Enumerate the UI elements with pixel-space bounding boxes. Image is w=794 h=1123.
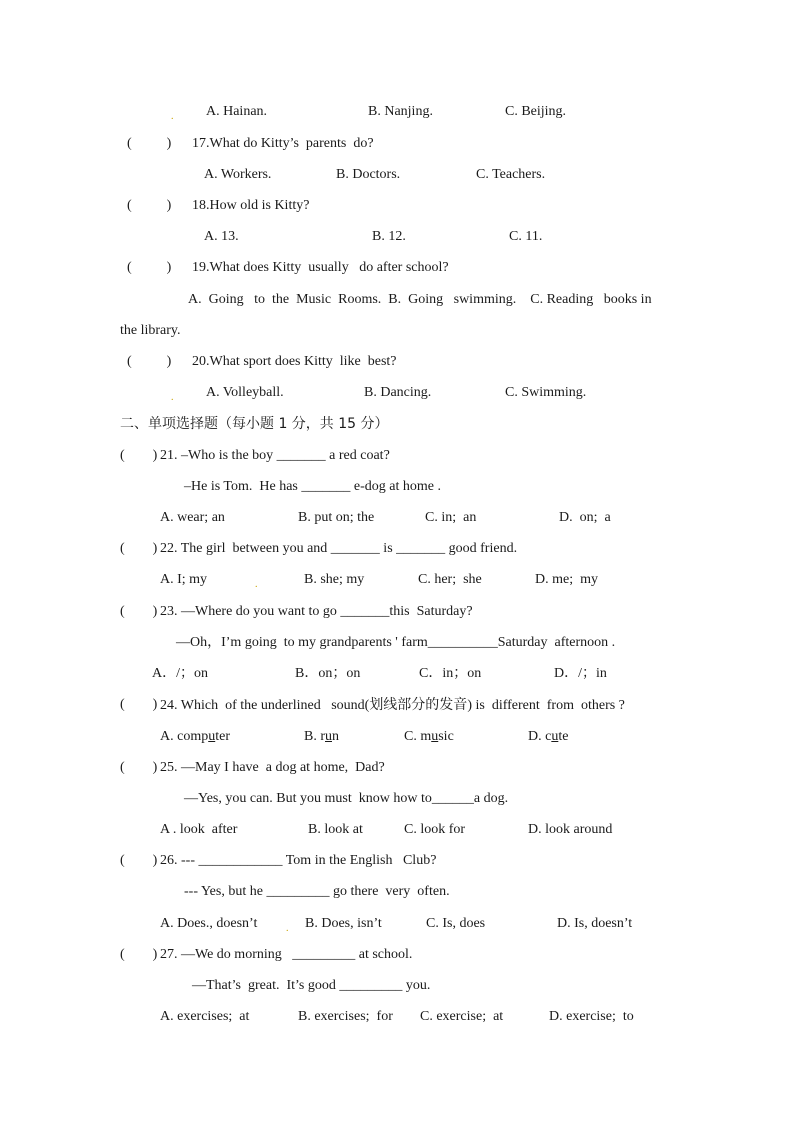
q18-question: 18.How old is Kitty? <box>192 198 310 213</box>
q26-option-b: B. Does, isn’t <box>305 916 382 931</box>
q25-question-line2: —Yes, you can. But you must know how to______a dog. <box>184 791 509 806</box>
q24-option-d-text: D. c <box>528 729 552 744</box>
q27-option-a: A. exercises; at <box>160 1009 250 1024</box>
q23-option-b: B．on；on <box>295 666 361 681</box>
q27-option-b: B. exercises; for <box>298 1009 393 1024</box>
q19-options: A. Going to the Music Rooms. B. Going swimming. C. Reading books in <box>188 292 652 307</box>
q17-answer-bracket[interactable]: ( ) <box>127 136 172 151</box>
q25-question: 25. —May I have a dog at home, Dad? <box>160 760 385 775</box>
q21-option-b: B. put on; the <box>298 510 375 525</box>
q24-option-a-text: A. comp <box>160 729 209 744</box>
q18-option-a: A. 13. <box>204 229 239 244</box>
q21-option-c: C. in; an <box>425 510 477 525</box>
q27-question-line2: —That’s great. It’s good _________ you. <box>192 978 431 993</box>
q24-option-d-text-end: te <box>558 729 569 744</box>
q25-option-a: A . look after <box>160 822 238 837</box>
q24-answer-bracket[interactable]: ( ) <box>120 697 158 712</box>
q23-question-line2: —Oh，I’m going to my grandparents ' farm__________Saturday afternoon . <box>176 635 616 650</box>
q24-option-d <box>528 728 568 746</box>
section-heading: 二、单项选择题（每小题 1 分，共 15 分） <box>120 416 389 432</box>
q21-answer-bracket[interactable]: ( ) <box>120 448 158 463</box>
q24-option-c-text-end: sic <box>438 729 454 744</box>
q24-question-chinese: 划线部分的发音 <box>369 697 468 713</box>
q18-option-b: B. 12. <box>372 229 406 244</box>
q21-option-d: D. on; a <box>559 510 611 525</box>
q22-option-a: A. I; my <box>160 572 208 587</box>
q20-option-c: C. Swimming. <box>505 385 587 400</box>
q27-answer-bracket[interactable]: ( ) <box>120 947 158 962</box>
q24-option-a <box>160 728 230 746</box>
q20-option-a: A. Volleyball. <box>206 385 284 400</box>
q22-answer-bracket[interactable]: ( ) <box>120 541 158 556</box>
q22-question: 22. The girl between you and _______ is _______ good friend. <box>160 541 518 556</box>
q20-option-b: B. Dancing. <box>364 385 432 400</box>
q25-option-b: B. look at <box>308 822 363 837</box>
q24-option-b-text: B. r <box>304 729 325 744</box>
q22-option-c: C. her; she <box>418 572 482 587</box>
q24-question-part1: 24. Which of the underlined sound( <box>160 698 370 713</box>
q24-question-part2: ) is different from others ? <box>467 698 625 713</box>
q22-option-d: D. me; my <box>535 572 598 587</box>
q25-answer-bracket[interactable]: ( ) <box>120 760 158 775</box>
q16-option-b: B. Nanjing. <box>368 104 433 119</box>
q17-option-b: B. Doctors. <box>336 167 401 182</box>
q27-question: 27. —We do morning _________ at school. <box>160 947 413 962</box>
stray-mark: . <box>171 111 174 122</box>
q21-option-a: A. wear; an <box>160 510 225 525</box>
q17-option-a: A. Workers. <box>204 167 272 182</box>
q24-option-b-underlined: u <box>325 729 332 744</box>
q27-option-c: C. exercise; at <box>420 1009 504 1024</box>
q23-option-c: C．in；on <box>419 666 482 681</box>
q24-option-a-text-end: ter <box>215 729 230 744</box>
q24-option-b <box>304 728 339 746</box>
q19-question: 19.What does Kitty usually do after school? <box>192 260 449 275</box>
q24-option-c-underlined: u <box>431 729 439 744</box>
q26-option-c: C. Is, does <box>426 916 486 931</box>
q23-option-d: D．/；in <box>554 666 607 681</box>
q18-option-c: C. 11. <box>509 229 543 244</box>
q16-option-c: C. Beijing. <box>505 104 567 119</box>
stray-mark: . <box>171 392 174 403</box>
q24-option-a-underlined: u <box>208 729 216 744</box>
q23-answer-bracket[interactable]: ( ) <box>120 604 158 619</box>
q26-question: 26. --- ____________ Tom in the English Club? <box>160 853 437 868</box>
q20-question: 20.What sport does Kitty like best? <box>192 354 397 369</box>
q22-option-b: B. she; my <box>304 572 365 587</box>
q24-option-b-text-end: n <box>332 729 339 744</box>
q24-question <box>160 696 625 715</box>
q24-option-c-text: C. m <box>404 729 432 744</box>
q21-question: 21. –Who is the boy _______ a red coat? <box>160 448 390 463</box>
q25-option-c: C. look for <box>404 822 466 837</box>
q26-option-d: D. Is, doesn’t <box>557 916 633 931</box>
q16-option-a: A. Hainan. <box>206 104 268 119</box>
q24-option-d-underlined: u <box>551 729 559 744</box>
q20-answer-bracket[interactable]: ( ) <box>127 354 172 369</box>
q19-answer-bracket[interactable]: ( ) <box>127 260 172 275</box>
q23-option-a: A．/；on <box>152 666 208 681</box>
q17-option-c: C. Teachers. <box>476 167 546 182</box>
q19-options-continued: the library. <box>120 323 181 338</box>
q24-option-c <box>404 728 454 746</box>
q23-question: 23. —Where do you want to go _______this Saturday? <box>160 604 473 619</box>
q18-answer-bracket[interactable]: ( ) <box>127 198 172 213</box>
q25-option-d: D. look around <box>528 822 613 837</box>
q26-option-a: A. Does., doesn’t <box>160 916 258 931</box>
stray-mark: . <box>286 923 289 934</box>
q26-question-line2: --- Yes, but he _________ go there very often. <box>184 884 450 899</box>
q21-question-line2: –He is Tom. He has _______ e-dog at home . <box>184 479 441 494</box>
q27-option-d: D. exercise; to <box>549 1009 634 1024</box>
q26-answer-bracket[interactable]: ( ) <box>120 853 158 868</box>
stray-mark: . <box>255 579 258 590</box>
q17-question: 17.What do Kitty’s parents do? <box>192 136 374 151</box>
